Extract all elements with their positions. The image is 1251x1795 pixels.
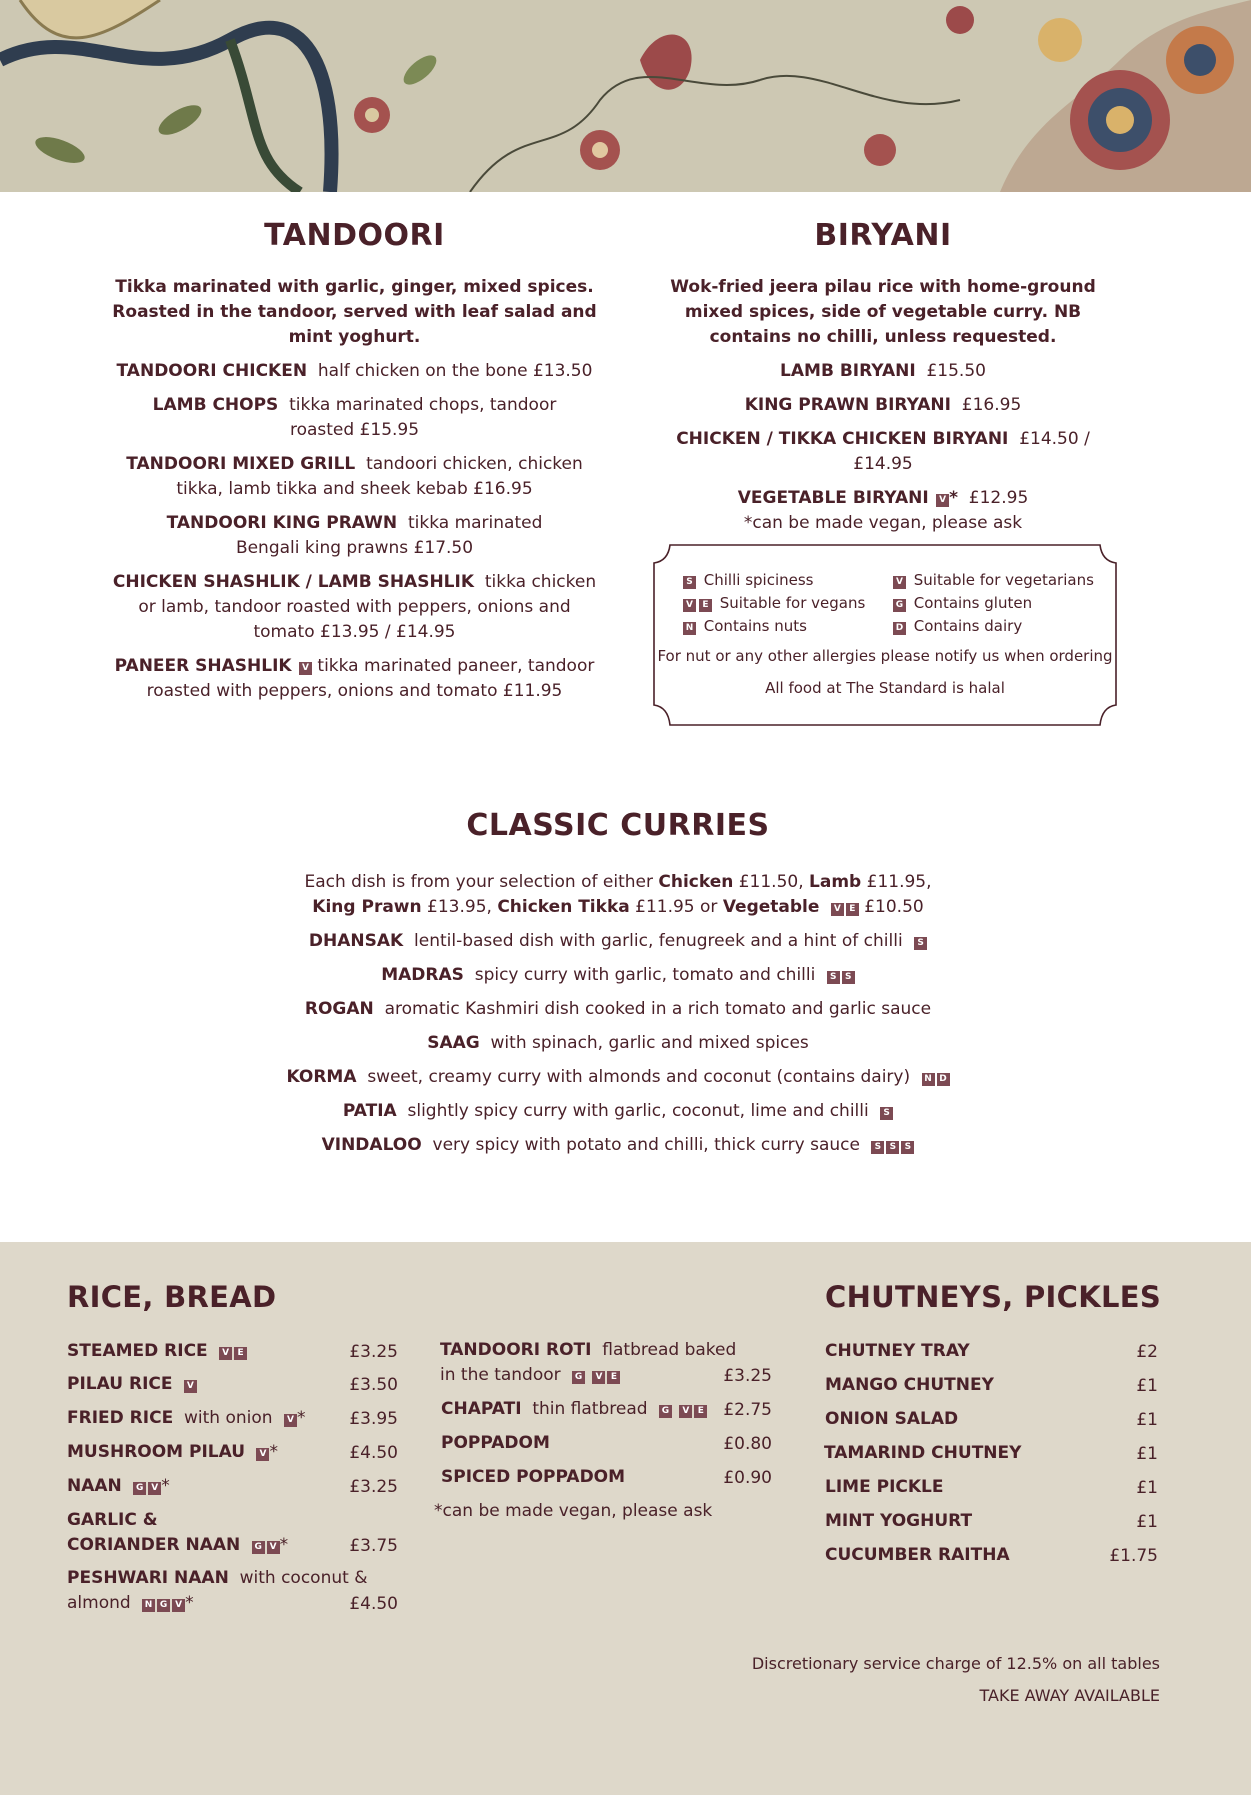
- sides-panel: [0, 1242, 1251, 1795]
- vegan-star: *: [269, 1442, 278, 1462]
- item-price: £3.25: [349, 1342, 398, 1362]
- tag-group: [825, 963, 855, 988]
- item-name: TAMARIND CHUTNEY: [824, 1443, 1022, 1463]
- side-item: [441, 1397, 707, 1422]
- dish-name: DHANSAK: [308, 931, 404, 951]
- intro-lamb-price: £11.95,: [866, 872, 932, 892]
- item-price: £1: [1136, 1410, 1158, 1430]
- item-price: £2: [1136, 1342, 1158, 1362]
- floral-banner-image: [0, 0, 1251, 192]
- tag-group: [131, 1474, 161, 1499]
- nuts-tag-icon: N: [683, 622, 696, 635]
- item-name: STEAMED RICE: [67, 1341, 208, 1361]
- item-desc: tandoori chicken, chicken tikka, lamb tikka and sheek kebab £16.95: [176, 454, 583, 499]
- vegetarian-tag-icon: V: [679, 1405, 692, 1418]
- vegetarian-tag-icon: V: [683, 599, 696, 612]
- legend-gluten: [893, 594, 1103, 612]
- legend-vegan: [683, 594, 893, 612]
- item-name-line2: CORIANDER NAAN: [67, 1535, 241, 1555]
- curry-dish: [0, 1065, 1236, 1090]
- takeaway-note: TAKE AWAY AVAILABLE: [979, 1686, 1160, 1705]
- item-desc-line2: in the tandoor: [440, 1365, 561, 1385]
- menu-item: [650, 359, 1116, 384]
- tandoori-section: [102, 218, 607, 704]
- item-desc: tikka marinated chops, tandoor roasted £15.95: [289, 395, 557, 440]
- intro-text: Each dish is from your selection of either: [304, 872, 653, 892]
- chilli-tag-icon: S: [914, 937, 927, 950]
- curry-dish: [0, 929, 1236, 954]
- chutney-item: [825, 1475, 944, 1500]
- intro-vegetable-price: £10.50: [864, 897, 924, 917]
- item-name: TANDOORI CHICKEN: [116, 361, 308, 381]
- vegan-note: *can be made vegan, please ask: [434, 1501, 713, 1521]
- item-name: TANDOORI KING PRAWN: [166, 513, 398, 533]
- item-name: FRIED RICE: [67, 1408, 174, 1428]
- chutney-item: [825, 1509, 972, 1534]
- vegan-star: *: [161, 1476, 170, 1496]
- item-name: TANDOORI ROTI: [440, 1340, 592, 1360]
- chilli-tag-icon: S: [683, 576, 696, 589]
- item-desc: flatbread baked: [602, 1340, 737, 1360]
- dish-desc: slightly spicy curry with garlic, coconut, lime and chilli: [407, 1101, 869, 1121]
- chilli-tag-icon: S: [827, 971, 840, 984]
- legend-text: Contains dairy: [913, 617, 1023, 635]
- curry-dish: [0, 1031, 1236, 1056]
- dairy-tag-icon: D: [937, 1073, 950, 1086]
- dish-desc: with spinach, garlic and mixed spices: [490, 1033, 809, 1053]
- side-item: [67, 1566, 367, 1616]
- chutney-item: [825, 1373, 994, 1398]
- gluten-tag-icon: G: [157, 1599, 170, 1612]
- dish-name: KORMA: [286, 1067, 357, 1087]
- item-price: £2.75: [723, 1400, 772, 1420]
- item-desc: half chicken on the bone £13.50: [317, 361, 593, 381]
- legend-text: Suitable for vegetarians: [913, 571, 1094, 589]
- side-item: [67, 1372, 197, 1397]
- item-name: POPPADOM: [441, 1433, 550, 1453]
- curries-title: CLASSIC CURRIES: [466, 808, 770, 843]
- legend-text: Contains gluten: [913, 594, 1033, 612]
- side-item: [441, 1431, 550, 1456]
- vegan-note: *can be made vegan, please ask: [743, 513, 1023, 533]
- item-name: PESHWARI NAAN: [67, 1568, 229, 1588]
- chutney-item: [825, 1339, 970, 1364]
- tag-group: [878, 1099, 893, 1124]
- vegetarian-tag-icon: V: [284, 1414, 297, 1427]
- nuts-tag-icon: N: [142, 1599, 155, 1612]
- vegan-star: *: [185, 1593, 194, 1613]
- item-name: KING PRAWN BIRYANI: [744, 395, 951, 415]
- tag-group: [829, 895, 859, 920]
- chutney-item: [824, 1441, 1021, 1466]
- chilli-tag-icon: S: [886, 1141, 899, 1154]
- curry-dish: [0, 1099, 1236, 1124]
- curry-dish: [0, 1133, 1236, 1158]
- item-desc: with onion: [184, 1408, 273, 1428]
- chutney-item: [825, 1543, 1010, 1568]
- side-item: [441, 1465, 625, 1490]
- dish-name: ROGAN: [304, 999, 374, 1019]
- item-name: CHAPATI: [441, 1399, 522, 1419]
- item-name: CHUTNEY TRAY: [825, 1341, 970, 1361]
- legend-text: Contains nuts: [703, 617, 807, 635]
- tag-group: [570, 1363, 620, 1388]
- vegan-star: *: [279, 1535, 289, 1555]
- dish-desc: sweet, creamy curry with almonds and coconut (contains dairy): [367, 1067, 911, 1087]
- tag-group: [282, 1406, 297, 1431]
- vegetarian-tag-icon: V: [936, 494, 949, 507]
- item-name: NAAN: [67, 1476, 122, 1496]
- item-price: £1: [1136, 1376, 1158, 1396]
- legend-text: Suitable for vegans: [719, 594, 866, 612]
- item-desc: with coconut &: [239, 1568, 368, 1588]
- item-desc-line2: almond: [67, 1593, 131, 1613]
- dish-name: MADRAS: [381, 965, 464, 985]
- tag-group: [912, 929, 927, 954]
- item-price: £4.50: [349, 1594, 398, 1614]
- item-name: ONION SALAD: [825, 1409, 959, 1429]
- vegetarian-tag-icon: V: [256, 1448, 269, 1461]
- vegan-tag-icon: E: [699, 599, 712, 612]
- vegetarian-tag-icon: V: [184, 1380, 197, 1393]
- legend-text: Chilli spiciness: [703, 571, 814, 589]
- item-name: LAMB CHOPS: [152, 395, 279, 415]
- curry-dish: [0, 997, 1236, 1022]
- intro-chicken-price: £11.50,: [738, 872, 804, 892]
- item-name: CHICKEN / TIKKA CHICKEN BIRYANI: [676, 429, 1009, 449]
- item-name: PILAU RICE: [67, 1374, 173, 1394]
- intro-chicken: Chicken: [658, 872, 734, 892]
- chilli-tag-icon: S: [901, 1141, 914, 1154]
- item-name: LIME PICKLE: [825, 1477, 944, 1497]
- item-name: CUCUMBER RAITHA: [825, 1545, 1010, 1565]
- tag-group: [182, 1372, 197, 1397]
- curries-intro-2: [0, 895, 1236, 920]
- item-price: £4.50: [349, 1443, 398, 1463]
- intro-lamb: Lamb: [809, 872, 862, 892]
- item-price: £14.50 / £14.95: [853, 429, 1090, 474]
- item-price: £1.75: [1109, 1546, 1158, 1566]
- legend-dairy: [893, 617, 1103, 635]
- dish-name: VINDALOO: [321, 1135, 422, 1155]
- item-price: £1: [1136, 1444, 1158, 1464]
- curries-section: [0, 870, 1236, 1158]
- vegetarian-tag-icon: V: [148, 1482, 161, 1495]
- tag-group: [920, 1065, 950, 1090]
- side-item: [67, 1474, 170, 1499]
- biryani-section: [650, 218, 1116, 536]
- chilli-tag-icon: S: [871, 1141, 884, 1154]
- intro-tikka: Chicken Tikka: [497, 897, 630, 917]
- item-price: £1: [1136, 1512, 1158, 1532]
- side-item: [67, 1406, 305, 1431]
- item-name: TANDOORI MIXED GRILL: [126, 454, 356, 474]
- item-name: MINT YOGHURT: [825, 1511, 973, 1531]
- vegetarian-tag-icon: V: [893, 576, 906, 589]
- vegan-tag-icon: E: [234, 1347, 247, 1360]
- legend-grid: [683, 571, 1103, 635]
- vegan-tag-icon: E: [607, 1371, 620, 1384]
- item-price: £3.25: [349, 1477, 398, 1497]
- vegan-tag-icon: E: [694, 1405, 707, 1418]
- halal-note: All food at The Standard is halal: [765, 679, 1005, 697]
- gluten-tag-icon: G: [572, 1371, 585, 1384]
- menu-item: [650, 427, 1116, 477]
- side-item: [67, 1339, 247, 1364]
- dish-name: SAAG: [427, 1033, 480, 1053]
- chilli-tag-icon: S: [842, 971, 855, 984]
- item-desc: tikka marinated paneer, tandoor roasted with peppers, onions and tomato £11.95: [146, 656, 595, 701]
- tag-group: [869, 1133, 914, 1158]
- item-name: LAMB BIRYANI: [780, 361, 916, 381]
- item-price: £3.25: [723, 1366, 772, 1386]
- dish-desc: lentil-based dish with garlic, fenugreek and a hint of chilli: [414, 931, 903, 951]
- tag-group: [657, 1397, 707, 1422]
- item-desc: tikka chicken or lamb, tandoor roasted with peppers, onions and tomato £13.95 / £14.95: [138, 572, 597, 642]
- biryani-intro: Wok-fried jeera pilau rice with home-ground mixed spices, side of vegetable curry. NB contains no chilli, unless requested.: [670, 277, 1096, 347]
- item-price: £3.75: [349, 1536, 398, 1556]
- item-price: £15.50: [926, 361, 986, 381]
- menu-item: [102, 654, 607, 704]
- gluten-tag-icon: G: [252, 1541, 265, 1554]
- tag-group: [254, 1440, 269, 1465]
- menu-item: [102, 452, 607, 502]
- gluten-tag-icon: G: [133, 1482, 146, 1495]
- menu-item: [650, 486, 1116, 536]
- legend-nuts: [683, 617, 893, 635]
- dish-desc: aromatic Kashmiri dish cooked in a rich tomato and garlic sauce: [384, 999, 932, 1019]
- menu-item: [102, 359, 607, 384]
- menu-item: [650, 393, 1116, 418]
- tandoori-title: TANDOORI: [264, 218, 445, 253]
- item-price: £16.95: [961, 395, 1022, 415]
- vegetarian-tag-icon: V: [592, 1371, 605, 1384]
- rice-bread-title: RICE, BREAD: [67, 1280, 277, 1314]
- side-item: [67, 1440, 278, 1465]
- chutney-item: [825, 1407, 958, 1432]
- curries-title-wrap: [0, 808, 1236, 843]
- dish-name: PATIA: [342, 1101, 397, 1121]
- vegan-star: *: [296, 1408, 306, 1428]
- vegetarian-tag-icon: V: [299, 662, 312, 675]
- vegetarian-tag-icon: V: [219, 1347, 232, 1360]
- vegan-star: *: [949, 488, 958, 508]
- dish-desc: very spicy with potato and chilli, thick curry sauce: [432, 1135, 860, 1155]
- menu-item: [102, 393, 607, 443]
- item-desc: thin flatbread: [532, 1399, 648, 1419]
- item-name: MANGO CHUTNEY: [825, 1375, 994, 1395]
- item-price: £1: [1136, 1478, 1158, 1498]
- side-item: [440, 1338, 736, 1388]
- item-name: SPICED POPPADOM: [441, 1467, 626, 1487]
- vegetarian-tag-icon: V: [172, 1599, 185, 1612]
- legend-chilli: [683, 571, 893, 589]
- curry-dish: [0, 963, 1236, 988]
- gluten-tag-icon: G: [893, 599, 906, 612]
- vegan-tag-icon: E: [846, 903, 859, 916]
- nuts-tag-icon: N: [922, 1073, 935, 1086]
- vegetarian-tag-icon: V: [267, 1541, 280, 1554]
- tag-group: [250, 1533, 280, 1558]
- tag-group: [140, 1591, 185, 1616]
- item-desc: tikka marinated Bengali king prawns £17.50: [235, 513, 543, 558]
- gluten-tag-icon: G: [659, 1405, 672, 1418]
- biryani-title: BIRYANI: [814, 218, 952, 253]
- item-name: GARLIC &: [67, 1510, 158, 1530]
- item-price: £12.95: [968, 488, 1029, 508]
- dietary-legend: [652, 543, 1118, 727]
- dish-desc: spicy curry with garlic, tomato and chilli: [474, 965, 816, 985]
- menu-item: [102, 511, 607, 561]
- item-name: CHICKEN SHASHLIK / LAMB SHASHLIK: [112, 572, 475, 592]
- curries-intro: [0, 870, 1236, 895]
- item-name: VEGETABLE BIRYANI: [737, 488, 929, 508]
- item-name: MUSHROOM PILAU: [67, 1442, 246, 1462]
- tandoori-intro: Tikka marinated with garlic, ginger, mixed spices. Roasted in the tandoor, served with leaf salad and mint yoghurt.: [112, 277, 597, 347]
- intro-tikka-price: £11.95 or: [635, 897, 718, 917]
- chutneys-title: CHUTNEYS, PICKLES: [825, 1280, 1162, 1314]
- side-item: [67, 1508, 288, 1558]
- item-price: £0.90: [723, 1468, 772, 1488]
- intro-king-prawn-price: £13.95,: [427, 897, 492, 917]
- menu-item: [102, 570, 607, 645]
- item-price: £0.80: [723, 1434, 772, 1454]
- intro-king-prawn: King Prawn: [312, 897, 422, 917]
- dairy-tag-icon: D: [893, 622, 906, 635]
- item-price: £3.95: [349, 1409, 398, 1429]
- allergy-note: For nut or any other allergies please notify us when ordering: [657, 647, 1113, 665]
- legend-vegetarian: [893, 571, 1103, 589]
- tag-group: [217, 1339, 247, 1364]
- item-name: PANEER SHASHLIK: [114, 656, 292, 676]
- service-charge-note: Discretionary service charge of 12.5% on all tables: [751, 1654, 1160, 1673]
- item-price: £3.50: [349, 1375, 398, 1395]
- intro-vegetable: Vegetable: [722, 897, 820, 917]
- vegetarian-tag-icon: V: [831, 903, 844, 916]
- chilli-tag-icon: S: [880, 1107, 893, 1120]
